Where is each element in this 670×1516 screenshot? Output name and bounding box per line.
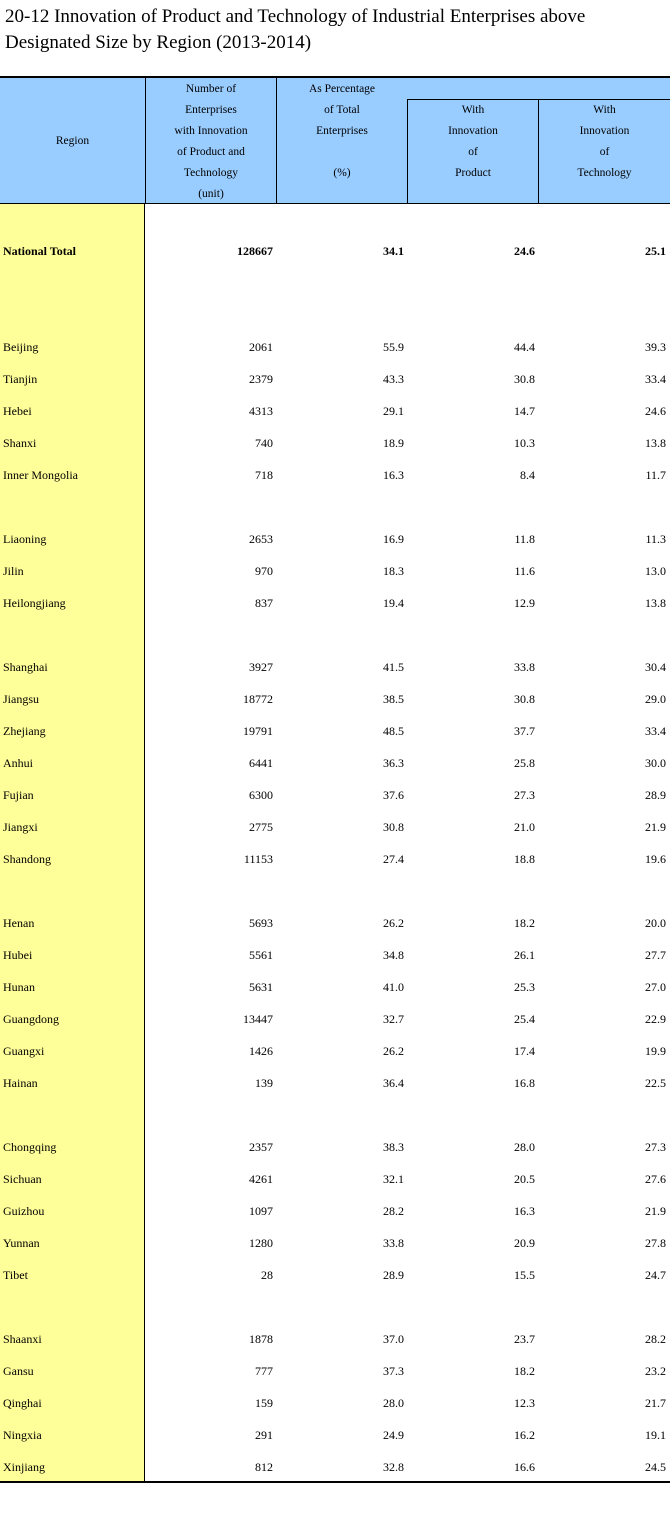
table-row <box>0 1265 670 1285</box>
product-cell: 20.5 <box>514 1172 535 1186</box>
percent-cell: 19.4 <box>383 596 404 610</box>
region-cell: Jiangsu <box>3 692 39 706</box>
technology-cell: 19.6 <box>645 852 666 866</box>
region-cell: Liaoning <box>3 532 47 546</box>
number-cell: 11153 <box>243 852 273 866</box>
product-cell: 21.0 <box>514 820 535 834</box>
technology-cell: 27.6 <box>645 1172 666 1186</box>
table-row <box>0 1393 670 1413</box>
region-cell: Gansu <box>3 1364 34 1378</box>
region-cell: Hubei <box>3 948 33 962</box>
technology-cell: 28.2 <box>645 1332 666 1346</box>
technology-cell: 25.1 <box>645 244 666 258</box>
region-cell: Shanxi <box>3 436 37 450</box>
region-cell: Chongqing <box>3 1140 57 1154</box>
number-cell: 4261 <box>249 1172 273 1186</box>
product-cell: 20.9 <box>514 1236 535 1250</box>
region-cell: Inner Mongolia <box>3 468 78 482</box>
number-cell: 1097 <box>249 1204 273 1218</box>
product-cell: 12.9 <box>514 596 535 610</box>
table-row <box>0 401 670 421</box>
table-row <box>0 561 670 581</box>
region-cell: Tibet <box>3 1268 28 1282</box>
percent-cell: 41.5 <box>383 660 404 674</box>
region-cell: Henan <box>3 916 35 930</box>
product-cell: 24.6 <box>514 244 535 258</box>
technology-cell: 27.3 <box>645 1140 666 1154</box>
region-cell: Hebei <box>3 404 32 418</box>
product-cell: 11.8 <box>514 532 535 546</box>
region-cell: Yunnan <box>3 1236 40 1250</box>
region-cell: Jilin <box>3 564 24 578</box>
product-cell: 44.4 <box>514 340 535 354</box>
technology-cell: 22.9 <box>645 1012 666 1026</box>
percent-cell: 28.0 <box>383 1396 404 1410</box>
region-cell: Beijing <box>3 340 39 354</box>
product-cell: 12.3 <box>514 1396 535 1410</box>
technology-cell: 11.3 <box>645 532 666 546</box>
product-cell: 26.1 <box>514 948 535 962</box>
number-cell: 5561 <box>249 948 273 962</box>
technology-cell: 27.0 <box>645 980 666 994</box>
number-cell: 2775 <box>249 820 273 834</box>
region-cell: Tianjin <box>3 372 38 386</box>
table-row <box>0 1457 670 1477</box>
table-row <box>0 977 670 997</box>
number-cell: 1878 <box>249 1332 273 1346</box>
region-cell: Sichuan <box>3 1172 42 1186</box>
number-cell: 3927 <box>249 660 273 674</box>
table-row <box>0 337 670 357</box>
number-cell: 2653 <box>249 532 273 546</box>
region-cell: Xinjiang <box>3 1460 45 1474</box>
product-cell: 11.6 <box>514 564 535 578</box>
percent-cell: 41.0 <box>383 980 404 994</box>
table-row <box>0 1233 670 1253</box>
percent-cell: 43.3 <box>383 372 404 386</box>
product-cell: 16.8 <box>514 1076 535 1090</box>
table-row <box>0 1201 670 1221</box>
header-number: Number of Enterprises with Innovation of Product and Technology (unit) <box>174 83 248 200</box>
percent-cell: 28.2 <box>383 1204 404 1218</box>
number-cell: 2061 <box>249 340 273 354</box>
table-row <box>0 785 670 805</box>
percent-cell: 26.2 <box>383 1044 404 1058</box>
header-with-technology: With Innovation of Technology <box>577 104 632 179</box>
percent-cell: 29.1 <box>383 404 404 418</box>
technology-cell: 39.3 <box>645 340 666 354</box>
technology-cell: 19.1 <box>645 1428 666 1442</box>
table-row <box>0 529 670 549</box>
region-cell: Qinghai <box>3 1396 42 1410</box>
number-cell: 13447 <box>243 1012 273 1026</box>
table-row <box>0 369 670 389</box>
number-cell: 18772 <box>243 692 273 706</box>
percent-cell: 18.3 <box>383 564 404 578</box>
number-cell: 740 <box>255 436 273 450</box>
region-cell: Guizhou <box>3 1204 45 1218</box>
percent-cell: 34.1 <box>383 244 404 258</box>
percent-cell: 18.9 <box>383 436 404 450</box>
table-row <box>0 465 670 485</box>
region-cell: National Total <box>3 244 77 258</box>
technology-cell: 11.7 <box>645 468 666 482</box>
product-cell: 16.3 <box>514 1204 535 1218</box>
region-cell: Shanghai <box>3 660 48 674</box>
number-cell: 5693 <box>249 916 273 930</box>
percent-cell: 36.4 <box>383 1076 404 1090</box>
table-row <box>0 593 670 613</box>
technology-cell: 24.5 <box>645 1460 666 1474</box>
technology-cell: 33.4 <box>645 372 666 386</box>
number-cell: 1280 <box>249 1236 273 1250</box>
technology-cell: 23.2 <box>645 1364 666 1378</box>
region-cell: Jiangxi <box>3 820 38 834</box>
percent-cell: 33.8 <box>383 1236 404 1250</box>
number-cell: 2357 <box>249 1140 273 1154</box>
table-row <box>0 721 670 741</box>
product-cell: 30.8 <box>514 372 535 386</box>
product-cell: 15.5 <box>514 1268 535 1282</box>
percent-cell: 38.3 <box>383 1140 404 1154</box>
table-row <box>0 817 670 837</box>
technology-cell: 19.9 <box>645 1044 666 1058</box>
percent-cell: 32.8 <box>383 1460 404 1474</box>
product-cell: 25.3 <box>514 980 535 994</box>
technology-cell: 30.4 <box>645 660 666 674</box>
table-row <box>0 913 670 933</box>
technology-cell: 13.0 <box>645 564 666 578</box>
percent-cell: 34.8 <box>383 948 404 962</box>
number-cell: 837 <box>255 596 273 610</box>
table-row <box>0 1329 670 1349</box>
percent-cell: 32.1 <box>383 1172 404 1186</box>
number-cell: 6300 <box>249 788 273 802</box>
region-cell: Ningxia <box>3 1428 42 1442</box>
number-cell: 4313 <box>249 404 273 418</box>
technology-cell: 21.9 <box>645 1204 666 1218</box>
number-cell: 718 <box>255 468 273 482</box>
product-cell: 30.8 <box>514 692 535 706</box>
table-row <box>0 1425 670 1445</box>
number-cell: 1426 <box>249 1044 273 1058</box>
product-cell: 16.6 <box>514 1460 535 1474</box>
number-cell: 159 <box>255 1396 273 1410</box>
region-cell: Fujian <box>3 788 34 802</box>
table-row <box>0 1169 670 1189</box>
percent-cell: 38.5 <box>383 692 404 706</box>
percent-cell: 37.6 <box>383 788 404 802</box>
table-row <box>0 1073 670 1093</box>
percent-cell: 30.8 <box>383 820 404 834</box>
percent-cell: 24.9 <box>383 1428 404 1442</box>
technology-cell: 29.0 <box>645 692 666 706</box>
product-cell: 18.2 <box>514 1364 535 1378</box>
table-row <box>0 1137 670 1157</box>
region-cell: Guangxi <box>3 1044 45 1058</box>
product-cell: 18.2 <box>514 916 535 930</box>
product-cell: 10.3 <box>514 436 535 450</box>
table-row <box>0 1361 670 1381</box>
region-cell: Shandong <box>3 852 51 866</box>
percent-cell: 27.4 <box>383 852 404 866</box>
product-cell: 28.0 <box>514 1140 535 1154</box>
percent-cell: 16.3 <box>383 468 404 482</box>
region-cell: Guangdong <box>3 1012 59 1026</box>
product-cell: 18.8 <box>514 852 535 866</box>
table-row <box>0 753 670 773</box>
number-cell: 2379 <box>249 372 273 386</box>
technology-cell: 20.0 <box>645 916 666 930</box>
table-row <box>0 1009 670 1029</box>
table-title: 20-12 Innovation of Product and Technology of Industrial Enterprises above Designated Size by Region (2013-2014) <box>5 6 586 53</box>
header-with-product: With Innovation of Product <box>448 104 498 179</box>
product-cell: 16.2 <box>514 1428 535 1442</box>
region-cell: Shaanxi <box>3 1332 42 1346</box>
percent-cell: 16.9 <box>383 532 404 546</box>
region-cell: Hainan <box>3 1076 38 1090</box>
number-cell: 5631 <box>249 980 273 994</box>
number-cell: 812 <box>255 1460 273 1474</box>
product-cell: 23.7 <box>514 1332 535 1346</box>
technology-cell: 27.8 <box>645 1236 666 1250</box>
number-cell: 777 <box>255 1364 273 1378</box>
percent-cell: 26.2 <box>383 916 404 930</box>
technology-cell: 21.7 <box>645 1396 666 1410</box>
product-cell: 25.8 <box>514 756 535 770</box>
technology-cell: 21.9 <box>645 820 666 834</box>
product-cell: 25.4 <box>514 1012 535 1026</box>
table-row <box>0 945 670 965</box>
table-row <box>0 689 670 709</box>
table-row <box>0 657 670 677</box>
percent-cell: 37.0 <box>383 1332 404 1346</box>
number-cell: 139 <box>255 1076 273 1090</box>
table-row <box>0 849 670 869</box>
product-cell: 33.8 <box>514 660 535 674</box>
percent-cell: 55.9 <box>383 340 404 354</box>
header-percent-total: As Percentage of Total Enterprises (%) <box>308 83 376 179</box>
number-cell: 6441 <box>249 756 273 770</box>
product-cell: 37.7 <box>514 724 535 738</box>
technology-cell: 13.8 <box>645 436 666 450</box>
header-region: Region <box>55 135 90 147</box>
number-cell: 291 <box>255 1428 273 1442</box>
number-cell: 19791 <box>243 724 273 738</box>
percent-cell: 48.5 <box>383 724 404 738</box>
table-row-total <box>0 241 670 261</box>
percent-cell: 28.9 <box>383 1268 404 1282</box>
number-cell: 28 <box>261 1268 273 1282</box>
table-bottom-rule <box>0 1481 670 1483</box>
percent-cell: 37.3 <box>383 1364 404 1378</box>
product-cell: 8.4 <box>520 468 535 482</box>
technology-cell: 22.5 <box>645 1076 666 1090</box>
number-cell: 128667 <box>237 244 273 258</box>
technology-cell: 24.6 <box>645 404 666 418</box>
region-cell: Zhejiang <box>3 724 46 738</box>
percent-cell: 36.3 <box>383 756 404 770</box>
region-column-background <box>0 204 145 1481</box>
technology-cell: 28.9 <box>645 788 666 802</box>
region-cell: Hunan <box>3 980 35 994</box>
percent-cell: 32.7 <box>383 1012 404 1026</box>
number-cell: 970 <box>255 564 273 578</box>
region-cell: Anhui <box>3 756 33 770</box>
table-row <box>0 433 670 453</box>
product-cell: 17.4 <box>514 1044 535 1058</box>
product-cell: 27.3 <box>514 788 535 802</box>
technology-cell: 27.7 <box>645 948 666 962</box>
table-row <box>0 1041 670 1061</box>
table-header <box>0 76 670 204</box>
technology-cell: 24.7 <box>645 1268 666 1282</box>
technology-cell: 13.8 <box>645 596 666 610</box>
region-cell: Heilongjiang <box>3 596 66 610</box>
technology-cell: 33.4 <box>645 724 666 738</box>
product-cell: 14.7 <box>514 404 535 418</box>
technology-cell: 30.0 <box>645 756 666 770</box>
